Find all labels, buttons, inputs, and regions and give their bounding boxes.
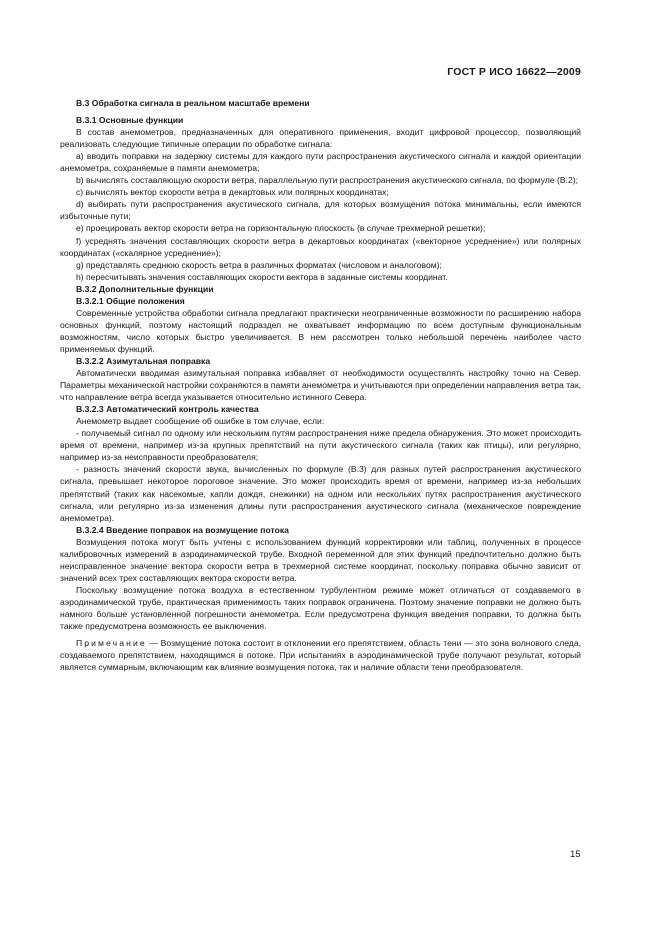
- note-paragraph: [60, 637, 581, 673]
- document-code-header: ГОСТ Р ИСО 16622—2009: [447, 66, 581, 78]
- note-text: — Возмущение потока состоит в отклонении его препятствием, область тени — это зона волнового следа, создаваемого препятствием, находящимся в потоке. При испытаниях в аэродинамической трубе получают результат, который является суммарным, включающим как влияние возмущения потока, так и наличие области тени преобразователя.: [60, 638, 581, 673]
- list-item: b) вычислять составляющую скорости ветра, параллельную пути распространения акустического сигнала, по формуле (В.2);: [76, 175, 579, 186]
- list-item: a) вводить поправки на задержку системы для каждого пути распространения акустического сигнала и каждой ориентации анемометра, сохраняемые в памяти анемометра;: [60, 151, 581, 174]
- list-item: d) выбирать пути распространения акустического сигнала, для которых возмущения потока минимальны, если имеются избыточные пути;: [60, 199, 581, 222]
- list-item: e) проецировать вектор скорости ветра на горизонтальную плоскость (в случае трехмерной решетки);: [76, 223, 486, 234]
- subsection-heading-b322: В.3.2.2 Азимутальная поправка: [76, 355, 211, 366]
- list-item: g) представлять среднюю скорость ветра в различных форматах (числовом и аналоговом);: [76, 259, 442, 270]
- b322-paragraph: Автоматически вводимая азимутальная поправка избавляет от необходимости осуществлять настройку точно на Север. Параметры механической настройки сохраняются в памяти анемометра и учитываются при определении направления ветра так, что направление ветра всегда указывается относительно истинного Севера.: [60, 368, 581, 403]
- subsection-heading-b323: В.3.2.3 Автоматический контроль качества: [76, 404, 259, 415]
- subsection-heading-b324: В.3.2.4 Введение поправок на возмущение потока: [76, 524, 289, 535]
- subsection-heading-b32: В.3.2 Дополнительные функции: [76, 283, 214, 294]
- b321-paragraph: Современные устройства обработки сигнала предлагают практически неограниченные возможности по расширению набора основных функций, поэтому настоящий подраздел не охватывает информацию по всем доступным функциональным возможностям, число которых быстро увеличивается. В нем рассмотрен только небольшой перечень наиболее часто применяемых функций.: [60, 307, 581, 354]
- b323-intro-paragraph: Анемометр выдает сообщение об ошибке в том случае, если:: [76, 416, 325, 427]
- b324-paragraph-2: Поскольку возмущение потока воздуха в естественном турбулентном режиме может отличаться от создаваемого в аэродинамической трубе, практическая применимость таких поправок ограничена. Поэтому значение поправки не должно быть намного больше установленной погрешности анемометра. Если предусмотрена функция введения поправки, то должна быть также предусмотрена возможность ее выключения.: [60, 584, 581, 632]
- subsection-heading-b321: В.3.2.1 Общие положения: [76, 295, 185, 306]
- list-item: h) пересчитывать значения составляющих скорости вектора в заданные системы координат.: [76, 271, 448, 282]
- b324-paragraph-1: Возмущения потока могут быть учтены с использованием функций корректировки или таблиц, полученных в процессе калибровочных измерений в аэродинамической трубе. Входной переменной для этих функций предпочтительно должно быть неисправленное значение вектора скорости ветра в трехмерной системе координат, поскольку поправка обычно зависит от значений всех трех составляющих вектора скорости ветра.: [60, 536, 581, 583]
- document-body: [60, 97, 581, 673]
- section-heading-b3: В.3 Обработка сигнала в реальном масштабе времени: [76, 98, 310, 108]
- note-label: Примечание: [76, 638, 147, 649]
- list-item: - разность значений скорости звука, вычисленных по формуле (В.3) для разных путей распространения акустического сигнала, превышает некоторое пороговое значение. Это может происходить время от времени, например из-за небольших препятствий (таких как насекомые, капли дождя, снежинки) на одном или нескольких путях распространения акустического сигнала, или регулярно из-за изменения длины пути распространения акустического сигнала (механическое повреждение анемометра).: [60, 464, 581, 523]
- b31-intro-paragraph: В состав анемометров, предназначенных для оперативного применения, входит цифровой процессор, позволяющий реализовать следующие типичные операции по обработке сигнала:: [60, 127, 581, 150]
- list-item: - получаемый сигнал по одному или нескольким путям распространения ниже предела обнаружения. Это может происходить время от времени, например из-за крупных препятствий на пути акустического сигнала (таких как птицы), или регулярно, например из-за неисправности преобразователя;: [60, 428, 581, 463]
- subsection-heading-b31: В.3.1 Основные функции: [76, 115, 184, 126]
- list-item: c) вычислять вектор скорости ветра в декартовых или полярных координатах;: [76, 187, 389, 198]
- b31-function-list: [60, 150, 581, 283]
- list-item: f) усреднять значения составляющих скорости ветра в декартовых координатах («векторное усреднение») или полярных координатах («скалярное усреднение»);: [60, 235, 581, 258]
- page-number: 15: [570, 849, 581, 860]
